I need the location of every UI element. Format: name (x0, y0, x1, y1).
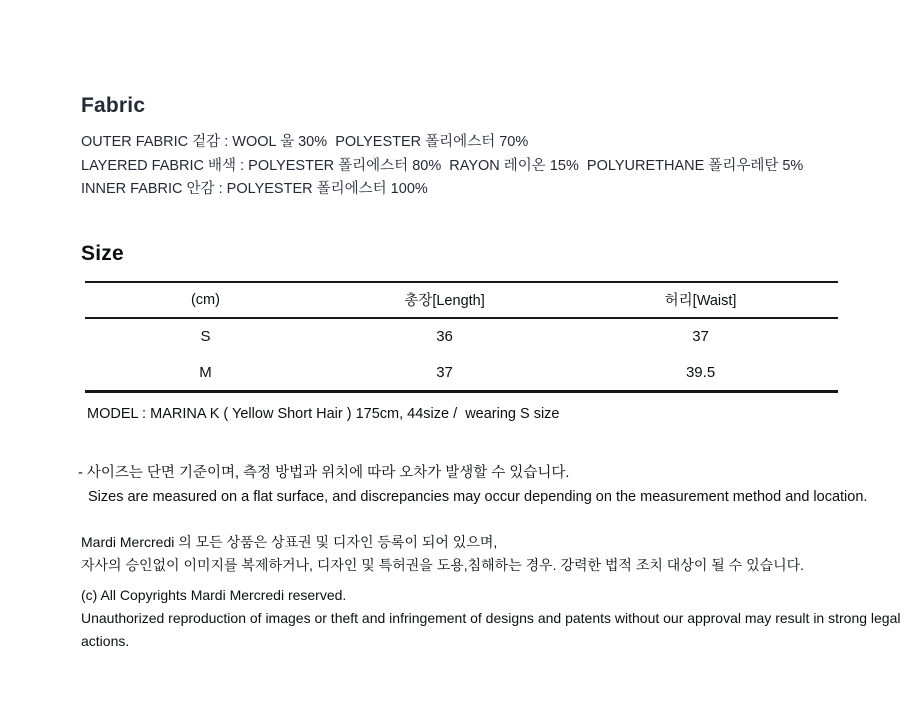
size-table-header-waist: 허리[Waist] (563, 282, 838, 318)
measurement-note-english: Sizes are measured on a flat surface, and discrepancies may occur depending on the measurement method and location. (88, 489, 868, 505)
model-info: MODEL : MARINA K ( Yellow Short Hair ) 175cm, 44size / wearing S size (87, 406, 560, 422)
fabric-info (81, 131, 921, 202)
copyright-korean-line-2: 자사의 승인없이 이미지를 복제하거나, 디자인 및 특허권을 도용,침해하는 경우. 강력한 법적 조치 대상이 될 수 있습니다. (81, 557, 805, 573)
size-table-body (85, 318, 838, 392)
table-row-size-s (85, 318, 838, 355)
measurement-note-korean: - 사이즈는 단면 기준이며, 측정 방법과 위치에 따라 오차가 발생할 수 있습니다. (78, 465, 570, 481)
size-m-waist: 39.5 (685, 363, 716, 381)
measurement-notes (78, 461, 921, 509)
size-table-header-unit: (cm) (85, 282, 326, 318)
size-table-header (85, 282, 838, 318)
size-table (85, 281, 838, 394)
size-s-waist: 37 (692, 328, 709, 345)
size-s-label: S (200, 328, 211, 345)
size-table-header-length: 총장[Length] (326, 282, 563, 318)
size-m-label: M (199, 363, 212, 381)
fabric-outer-line: OUTER FABRIC 겉감 : WOOL 울 30% POLYESTER 폴리에스터 70% (81, 134, 529, 150)
copyright-english-line-1: (c) All Copyrights Mardi Mercredi reserved. (81, 587, 347, 603)
copyright-english-line-2: Unauthorized reproduction of images or theft and infringement of designs and patents without our approval may result in strong legal actions. (81, 610, 905, 649)
fabric-heading: Fabric (81, 94, 146, 117)
size-heading: Size (81, 241, 124, 265)
copyright-korean-line-1: Mardi Mercredi 의 모든 상품은 상표권 및 디자인 등록이 되어 있으며, (81, 534, 498, 550)
copyright-notice (81, 531, 921, 653)
size-m-length: 37 (436, 363, 453, 381)
fabric-layered-line: LAYERED FABRIC 배색 : POLYESTER 폴리에스터 80% RAYON 레이온 15% POLYURETHANE 폴리우레탄 5% (81, 157, 804, 174)
size-table-header-row (85, 282, 838, 318)
size-s-length: 36 (436, 328, 453, 345)
table-row-size-m (85, 355, 838, 392)
fabric-inner-line: INNER FABRIC 안감 : POLYESTER 폴리에스터 100% (81, 181, 428, 197)
